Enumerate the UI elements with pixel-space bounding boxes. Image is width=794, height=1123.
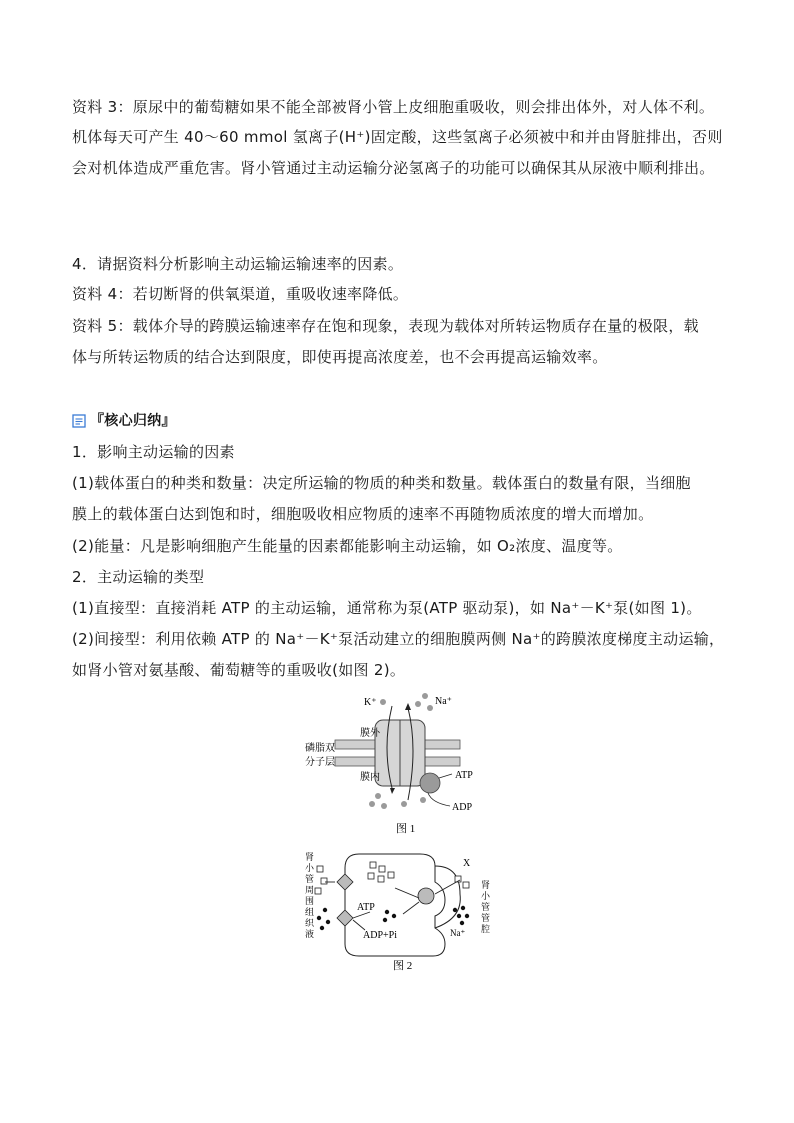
na-dot: [460, 921, 464, 925]
carrier-diamond: [337, 874, 353, 890]
summary-line-2: (1)载体蛋白的种类和数量：决定所运输的物质的种类和数量。载体蛋白的数量有限，当细胞: [72, 474, 691, 492]
k-ion: [380, 699, 386, 705]
na-arrowhead: [405, 703, 411, 710]
material5-line-1: 资料 5：载体介导的跨膜运输速率存在饱和现象，表现为载体对所转运物质存在量的极限，载: [72, 317, 699, 335]
na-dot: [383, 918, 387, 922]
na-label: Na⁺: [450, 928, 466, 938]
right-label-text: 肾小管管腔: [481, 880, 491, 934]
summary-line-8: 如肾小管对氨基酸、葡萄糖等的重吸收(如图 2)。: [72, 661, 406, 679]
x-molecule: [463, 882, 469, 888]
x-molecule: [388, 872, 394, 878]
na-ion: [427, 705, 433, 711]
summary-line-3: 膜上的载体蛋白达到饱和时，细胞吸收相应物质的速率不再随物质浓度的增大而增加。: [72, 505, 654, 523]
na-ion: [422, 693, 428, 699]
atp-ball: [420, 773, 440, 793]
x-molecule: [368, 873, 374, 879]
summary-line-1: 1．影响主动运输的因素: [72, 443, 235, 461]
na-dot: [385, 910, 389, 914]
material3-line-3: 会对机体造成严重危害。肾小管通过主动运输分泌氢离子的功能可以确保其从尿液中顺利排出。: [72, 159, 715, 177]
na-dot: [392, 914, 396, 918]
figure-2: [295, 848, 510, 973]
bilayer-right-top: [425, 740, 460, 749]
na-dot: [317, 916, 321, 920]
k-arrowhead: [390, 788, 395, 794]
summary-line-4: (2)能量：凡是影响细胞产生能量的因素都能影响主动运输，如 O₂浓度、温度等。: [72, 537, 623, 555]
core-summary-heading: [72, 411, 732, 431]
na-dot: [453, 908, 457, 912]
x-molecule: [321, 878, 327, 884]
left-label-text: 肾小管周围组织液: [305, 852, 315, 939]
na-ion: [401, 801, 407, 807]
na-ion: [415, 701, 421, 707]
summary-line-5: 2．主动运输的类型: [72, 568, 205, 586]
adp-ball: [420, 797, 426, 803]
adp-arrow: [353, 920, 365, 930]
x-molecule: [378, 876, 384, 882]
outside-label: 膜外: [360, 728, 380, 739]
x-molecule: [370, 862, 376, 868]
figure-1: [300, 688, 500, 838]
right-vertical-label: [481, 879, 491, 934]
bilayer-left-bottom: [335, 757, 375, 766]
na-dot: [465, 914, 469, 918]
material3-line-2: 机体每天可产生 40～60 mmol 氢离子(H⁺)固定酸，这些氢离子必须被中和并由肾脏排出，否则: [72, 128, 723, 146]
material3-line-1: 资料 3：原尿中的葡萄糖如果不能全部被肾小管上皮细胞重吸收，则会排出体外，对人体不利。: [72, 98, 715, 116]
k-label: K⁺: [364, 697, 377, 708]
bilayer-right-bottom: [425, 757, 460, 766]
x-molecule: [379, 866, 385, 872]
na-into-cell-arrow: [403, 902, 419, 914]
atp-label: ATP: [455, 770, 473, 781]
na-dot: [323, 908, 327, 912]
na-dot: [461, 906, 465, 910]
k-ion: [369, 801, 375, 807]
adp-label: ADP: [452, 802, 473, 813]
bilayer-left-top: [335, 740, 375, 749]
x-entry-arrow: [435, 880, 460, 894]
atp-pointer: [439, 774, 452, 778]
notepad-icon: [72, 414, 86, 428]
x-molecule: [317, 866, 323, 872]
pump-diamond: [337, 910, 353, 926]
left-vertical-label: [305, 851, 315, 939]
figure-1-caption: 图 1: [396, 823, 416, 835]
bilayer-label-1: 磷脂双: [305, 743, 335, 754]
na-label: Na⁺: [435, 696, 452, 707]
cotransporter: [418, 888, 434, 904]
atp-label: ATP: [357, 902, 375, 913]
k-ion: [381, 803, 387, 809]
adp-pi-label: ADP+Pi: [363, 930, 397, 941]
inside-label: 膜内: [360, 772, 380, 783]
core-summary-title: 『核心归纳』: [90, 413, 176, 429]
na-dot: [326, 920, 330, 924]
x-molecule: [315, 888, 321, 894]
na-dot: [457, 914, 461, 918]
k-ion: [375, 793, 381, 799]
figure-1-diagram: [300, 688, 500, 838]
na-dot: [320, 926, 324, 930]
summary-line-7: (2)间接型：利用依赖 ATP 的 Na⁺－K⁺泵活动建立的细胞膜两侧 Na⁺的跨膜浓度梯度主动运输，: [72, 630, 725, 648]
figure-2-diagram: [295, 848, 510, 973]
summary-line-6: (1)直接型：直接消耗 ATP 的主动运输，通常称为泵(ATP 驱动泵)，如 Na⁺－K⁺泵(如图 1)。: [72, 599, 702, 617]
adp-pointer: [428, 793, 450, 806]
x-into-cell-arrow: [395, 888, 419, 898]
material5-line-2: 体与所转运物质的结合达到限度，即使再提高浓度差，也不会再提高运输效率。: [72, 348, 608, 366]
x-label: X: [463, 858, 471, 869]
material4-line: 资料 4：若切断肾的供氧渠道，重吸收速率降低。: [72, 285, 409, 303]
question-4: 4．请据资料分析影响主动运输运输速率的因素。: [72, 255, 404, 273]
figure-2-caption: 图 2: [393, 960, 413, 972]
bilayer-label-2: 分子层: [305, 757, 335, 768]
